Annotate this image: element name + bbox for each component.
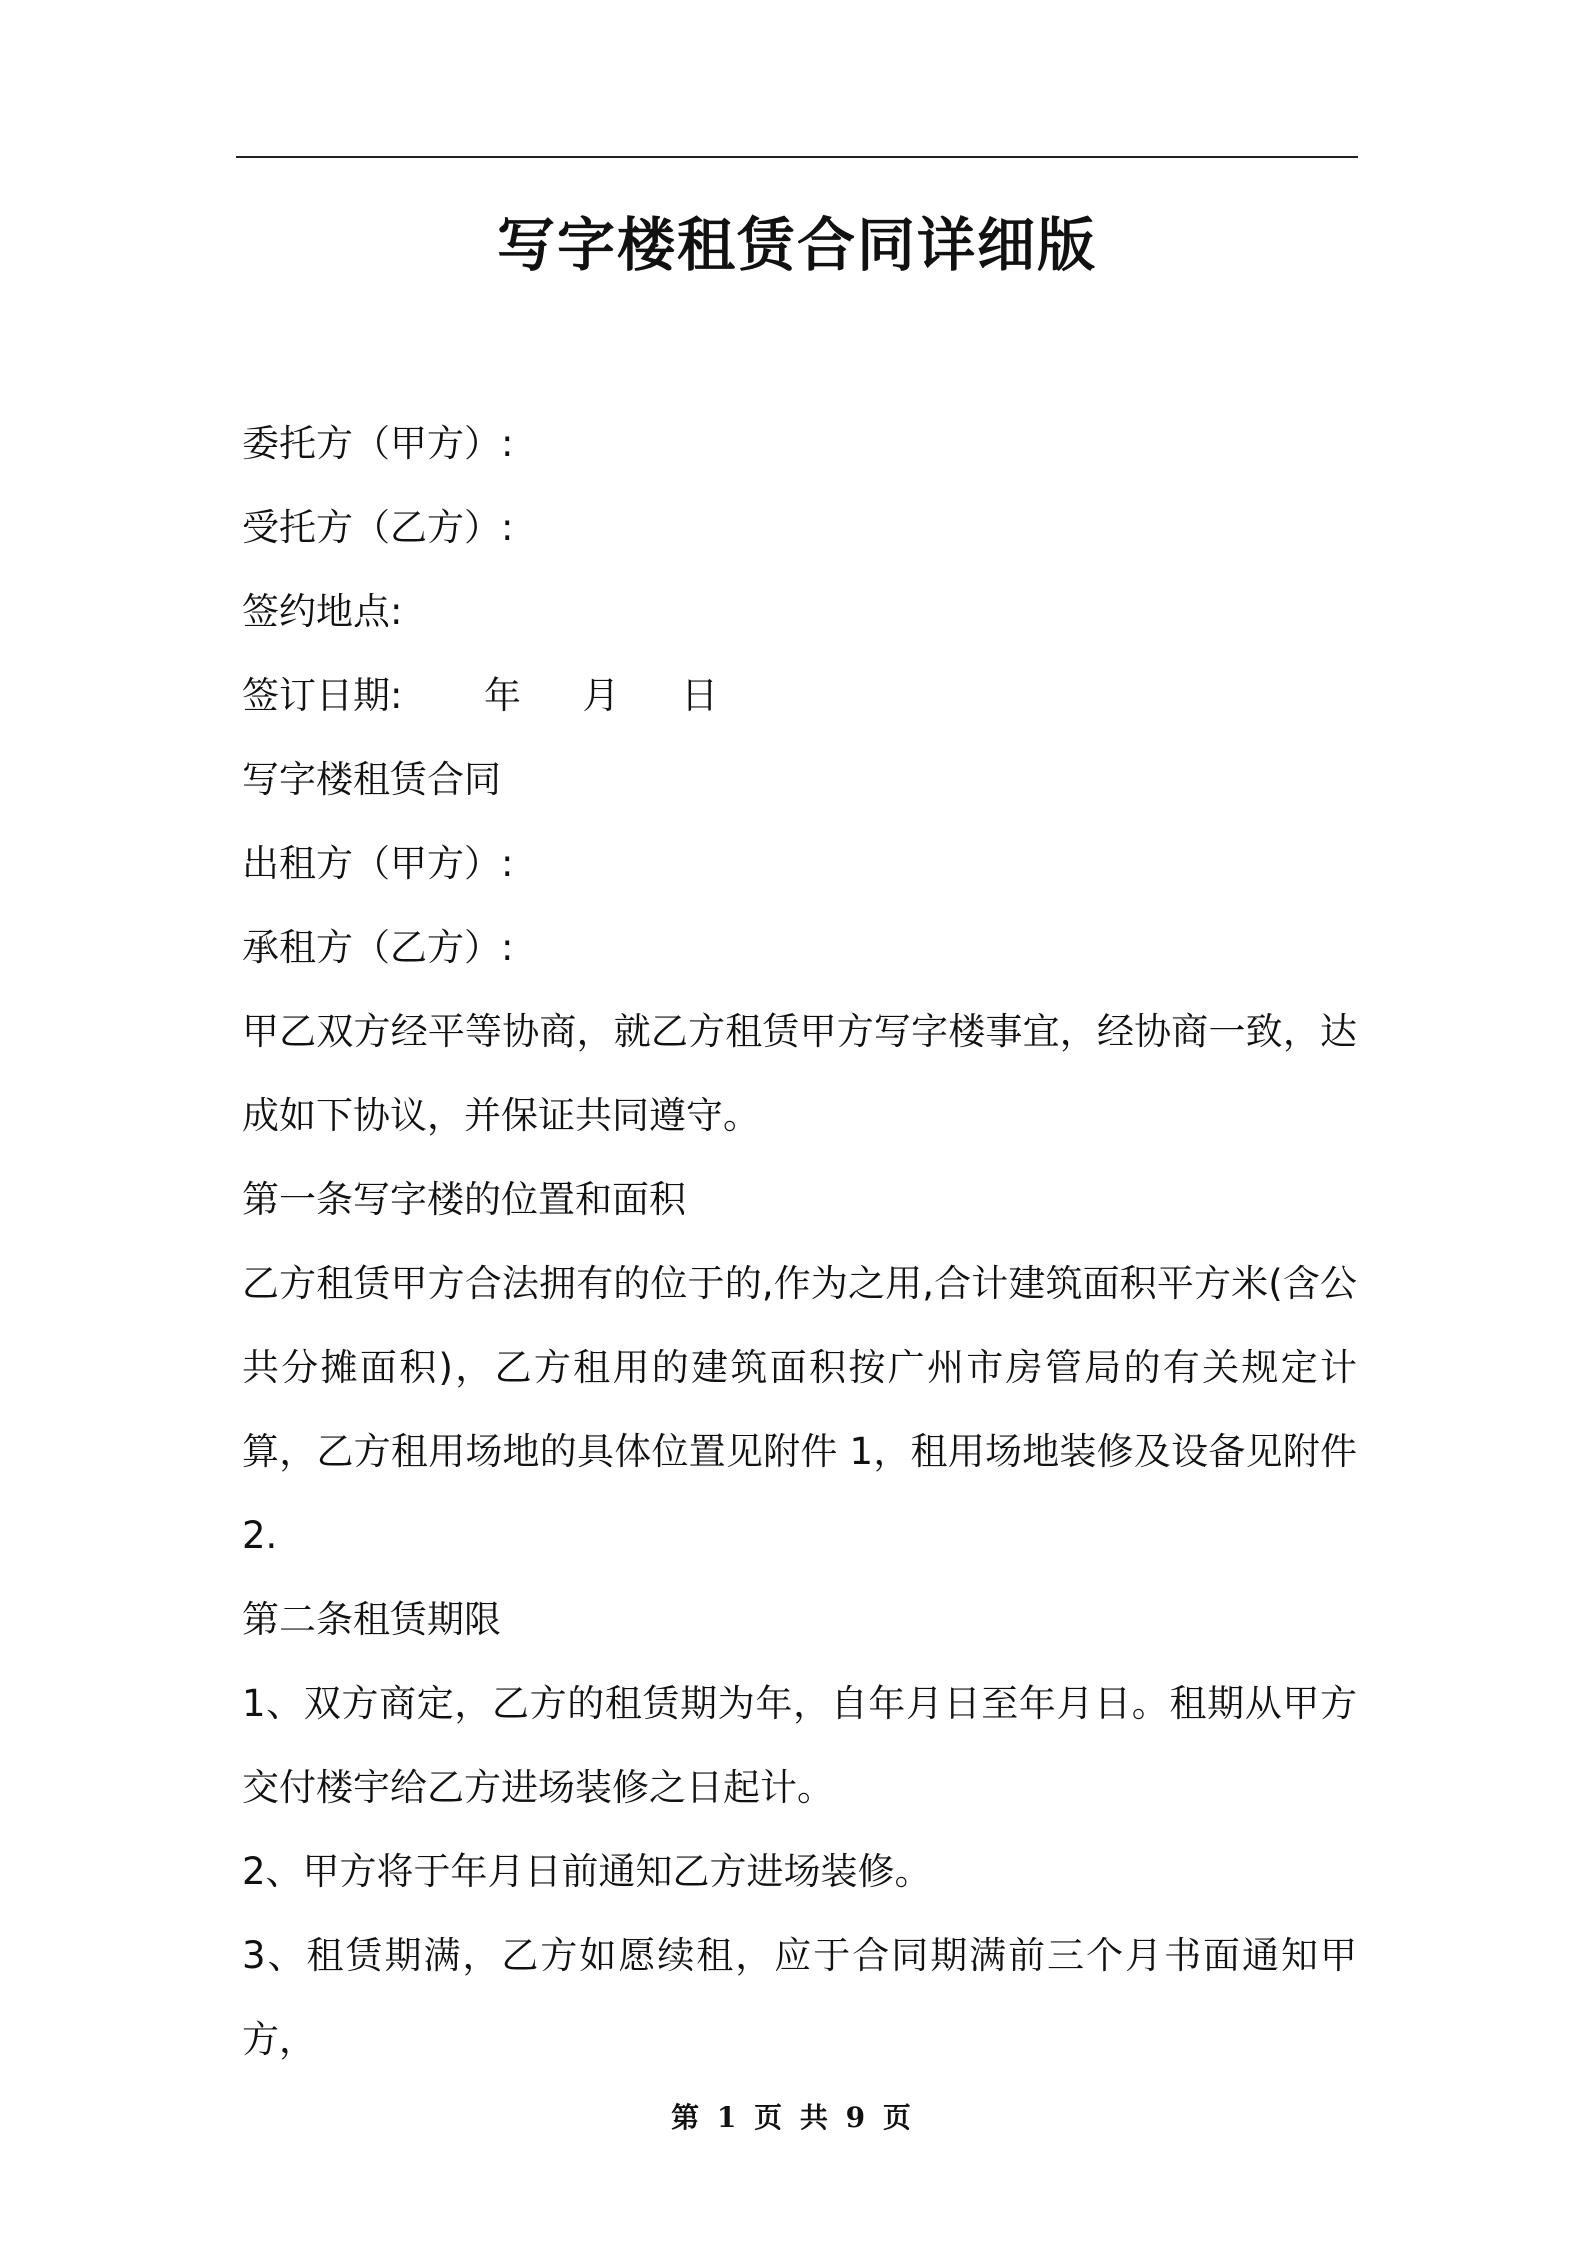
signing-place-line: 签约地点: bbox=[242, 590, 403, 633]
article1-heading: 第一条写字楼的位置和面积 bbox=[242, 1178, 686, 1221]
trustee-line: 受托方（乙方）: bbox=[242, 506, 514, 549]
page-footer: 第 1 页 共 9 页 bbox=[671, 2101, 915, 2134]
client-line: 委托方（甲方）: bbox=[242, 422, 514, 465]
article2-item-3: 3、租赁期满，乙方如愿续租，应于合同期满前三个月书面通知甲方， bbox=[242, 1934, 1357, 2061]
signing-date-label: 签订日期: bbox=[242, 674, 403, 717]
date-day: 日 bbox=[681, 674, 719, 717]
article1-paragraph: 乙方租赁甲方合法拥有的位于的,作为之用,合计建筑面积平方米(含公共分摊面积)，乙方租用的建筑面积按广州市房管局的有关规定计算，乙方租用场地的具体位置见附件 1，租用场地装修及设备见附件 2. bbox=[242, 1262, 1357, 1557]
date-month: 月 bbox=[582, 674, 620, 717]
date-year: 年 bbox=[484, 674, 521, 717]
article2-heading: 第二条租赁期限 bbox=[242, 1598, 501, 1641]
lessor-line: 出租方（甲方）: bbox=[242, 842, 514, 885]
contract-name-line: 写字楼租赁合同 bbox=[242, 758, 501, 801]
article2-item-1: 1、双方商定，乙方的租赁期为年，自年月日至年月日。租期从甲方交付楼宇给乙方进场装修之日起计。 bbox=[242, 1682, 1357, 1809]
intro-paragraph: 甲乙双方经平等协商，就乙方租赁甲方写字楼事宜，经协商一致，达成如下协议，并保证共同遵守。 bbox=[242, 1010, 1357, 1137]
article2-item-2: 2、甲方将于年月日前通知乙方进场装修。 bbox=[242, 1850, 932, 1893]
document-body bbox=[242, 402, 1357, 2082]
document-title: 写字楼租赁合同详细版 bbox=[496, 211, 1097, 279]
header-rule bbox=[236, 156, 1358, 158]
lessee-line: 承租方（乙方）: bbox=[242, 926, 514, 969]
signing-date-line bbox=[242, 654, 1357, 738]
